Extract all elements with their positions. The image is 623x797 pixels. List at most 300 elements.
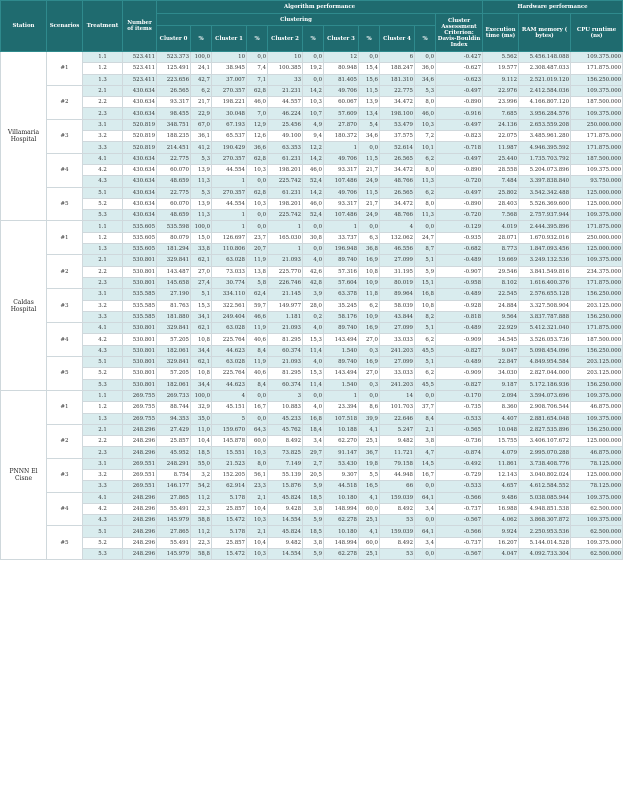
cluster4-cell: 52.614 bbox=[380, 142, 415, 153]
cluster4-cell: 8.492 bbox=[380, 537, 415, 548]
cluster3-cell: 148.994 bbox=[324, 537, 359, 548]
cluster1-pct-cell: 62,8 bbox=[247, 85, 268, 96]
treatment-cell: 2.3 bbox=[83, 447, 123, 458]
exec-time-cell: 34.030 bbox=[483, 368, 519, 379]
cluster1-pct-cell: 7,0 bbox=[247, 108, 268, 119]
cluster1-cell: 225.764 bbox=[212, 368, 247, 379]
cluster4-pct-cell: 14,5 bbox=[415, 458, 436, 469]
cluster2-cell: 225.742 bbox=[268, 210, 303, 221]
treatment-cell: 1.3 bbox=[83, 74, 123, 85]
cluster3-cell: 49.706 bbox=[324, 85, 359, 96]
exec-time-cell: 19.577 bbox=[483, 63, 519, 74]
cpu-cell: 125.000.000 bbox=[571, 187, 623, 198]
cluster3-cell: 33.737 bbox=[324, 232, 359, 243]
exec-time-cell: 4.062 bbox=[483, 515, 519, 526]
cluster2-cell: 55.139 bbox=[268, 469, 303, 480]
cluster2-cell: 9.428 bbox=[268, 503, 303, 514]
cluster4-pct-cell: 0,0 bbox=[415, 390, 436, 401]
cluster3-pct-cell: 16,9 bbox=[359, 255, 380, 266]
items-cell: 530.801 bbox=[123, 266, 157, 277]
cluster3-pct-cell: 13,9 bbox=[359, 97, 380, 108]
cluster1-cell: 1 bbox=[212, 210, 247, 221]
exec-time-cell: 8.360 bbox=[483, 402, 519, 413]
ram-cell: 4.166.807.120 bbox=[519, 97, 571, 108]
ram-cell: 4.612.584.552 bbox=[519, 481, 571, 492]
scenario-label: #4 bbox=[47, 323, 83, 357]
cluster4-pct-cell: 10,1 bbox=[415, 142, 436, 153]
cluster3-pct-cell: 27,0 bbox=[359, 334, 380, 345]
items-cell: 269.755 bbox=[123, 390, 157, 401]
cluster1-pct-cell: 0,0 bbox=[247, 221, 268, 232]
cluster4-pct-cell: 37,7 bbox=[415, 402, 436, 413]
table-row bbox=[1, 52, 623, 63]
cluster0-pct-cell: 34,4 bbox=[191, 345, 212, 356]
cluster0-cell: 535.598 bbox=[157, 221, 191, 232]
cluster0-pct-cell: 10,8 bbox=[191, 334, 212, 345]
items-cell: 248.296 bbox=[123, 503, 157, 514]
cluster4-cell: 31.195 bbox=[380, 266, 415, 277]
cluster2-pct-cell: 19,2 bbox=[303, 63, 324, 74]
cluster4-cell: 241.203 bbox=[380, 379, 415, 390]
cluster1-cell: 63.028 bbox=[212, 323, 247, 334]
cluster1-cell: 63.028 bbox=[212, 255, 247, 266]
cluster3-cell: 12 bbox=[324, 52, 359, 63]
cluster1-cell: 249.404 bbox=[212, 311, 247, 322]
cluster2-pct-cell: 4,0 bbox=[303, 255, 324, 266]
cluster4-pct-cell: 3,4 bbox=[415, 503, 436, 514]
cluster2-pct-cell: 10,7 bbox=[303, 108, 324, 119]
cluster2-cell: 1.181 bbox=[268, 311, 303, 322]
cluster1-pct-cell: 36,6 bbox=[247, 142, 268, 153]
cluster4-cell: 37.575 bbox=[380, 131, 415, 142]
cluster0-cell: 22.775 bbox=[157, 187, 191, 198]
cluster1-cell: 62.914 bbox=[212, 481, 247, 492]
cluster4-cell: 48.766 bbox=[380, 176, 415, 187]
cluster0-cell: 26.565 bbox=[157, 85, 191, 96]
table-row bbox=[1, 481, 623, 492]
cluster1-cell: 67.193 bbox=[212, 119, 247, 130]
criterion-cell: -0.729 bbox=[436, 469, 483, 480]
items-cell: 523.411 bbox=[123, 52, 157, 63]
table-row bbox=[1, 379, 623, 390]
table-row bbox=[1, 131, 623, 142]
cluster2-cell: 225.770 bbox=[268, 266, 303, 277]
cluster3-pct-cell: 4,1 bbox=[359, 424, 380, 435]
cluster0-pct-cell: 36,1 bbox=[191, 131, 212, 142]
treatment-cell: 3.2 bbox=[83, 131, 123, 142]
cpu-cell: 171.875.000 bbox=[571, 277, 623, 288]
cluster3-pct-cell: 15,6 bbox=[359, 74, 380, 85]
treatment-cell: 5.2 bbox=[83, 198, 123, 209]
table-row bbox=[1, 345, 623, 356]
ram-cell: 1.616.400.376 bbox=[519, 277, 571, 288]
cluster2-pct-cell: 5,9 bbox=[303, 481, 324, 492]
cluster1-pct-cell: 10,3 bbox=[247, 198, 268, 209]
treatment-cell: 2.1 bbox=[83, 255, 123, 266]
cpu-cell: 109.375.000 bbox=[571, 210, 623, 221]
criterion-cell: -0.566 bbox=[436, 526, 483, 537]
cluster3-cell: 89.740 bbox=[324, 357, 359, 368]
cluster2-cell: 225.742 bbox=[268, 176, 303, 187]
cluster1-pct-cell: 11,9 bbox=[247, 323, 268, 334]
table-row bbox=[1, 300, 623, 311]
cluster0-pct-cell: 34,4 bbox=[191, 379, 212, 390]
cluster3-cell: 27.870 bbox=[324, 119, 359, 130]
cluster3-pct-cell: 5,4 bbox=[359, 119, 380, 130]
cluster2-cell: 21.093 bbox=[268, 255, 303, 266]
treatment-cell: 4.1 bbox=[83, 323, 123, 334]
items-cell: 248.296 bbox=[123, 549, 157, 560]
criterion-cell: -0.737 bbox=[436, 537, 483, 548]
cluster4-pct-cell: 5,9 bbox=[415, 266, 436, 277]
criterion-cell: -0.627 bbox=[436, 63, 483, 74]
cluster2-cell: 45.824 bbox=[268, 492, 303, 503]
cluster1-cell: 1 bbox=[212, 176, 247, 187]
treatment-cell: 1.1 bbox=[83, 52, 123, 63]
cluster3-cell: 10.188 bbox=[324, 424, 359, 435]
cluster4-pct-cell: 0,0 bbox=[415, 52, 436, 63]
cpu-cell: 125.000.000 bbox=[571, 436, 623, 447]
cluster2-cell: 73.825 bbox=[268, 447, 303, 458]
cluster1-pct-cell: 0,0 bbox=[247, 390, 268, 401]
cpu-cell: 203.125.000 bbox=[571, 357, 623, 368]
criterion-cell: -0.890 bbox=[436, 198, 483, 209]
cpu-cell: 62.500.000 bbox=[571, 503, 623, 514]
station-name: PNNN El Cisne bbox=[1, 390, 47, 559]
table-row bbox=[1, 390, 623, 401]
ram-cell: 3.485.961.280 bbox=[519, 131, 571, 142]
cluster0-pct-cell: 100,0 bbox=[191, 390, 212, 401]
items-cell: 269.551 bbox=[123, 469, 157, 480]
cluster2-pct-cell: 14,2 bbox=[303, 153, 324, 164]
exec-time-cell: 24.884 bbox=[483, 300, 519, 311]
items-cell: 430.634 bbox=[123, 108, 157, 119]
cluster3-cell: 44.518 bbox=[324, 481, 359, 492]
cluster4-cell: 48.766 bbox=[380, 210, 415, 221]
exec-time-cell: 8.102 bbox=[483, 277, 519, 288]
cluster0-pct-cell: 34,1 bbox=[191, 311, 212, 322]
ram-cell: 4.092.733.304 bbox=[519, 549, 571, 560]
cluster3-cell: 62.270 bbox=[324, 436, 359, 447]
cluster3-cell: 80.948 bbox=[324, 63, 359, 74]
cpu-cell: 125.000.000 bbox=[571, 198, 623, 209]
table-row bbox=[1, 549, 623, 560]
ram-cell: 3.040.802.024 bbox=[519, 469, 571, 480]
items-cell: 430.634 bbox=[123, 210, 157, 221]
cluster1-cell: 37.007 bbox=[212, 74, 247, 85]
cluster0-pct-cell: 6,2 bbox=[191, 85, 212, 96]
cpu-cell: 109.375.000 bbox=[571, 85, 623, 96]
cluster0-cell: 57.205 bbox=[157, 334, 191, 345]
exec-time-cell: 25.440 bbox=[483, 153, 519, 164]
cpu-cell: 156.250.000 bbox=[571, 74, 623, 85]
treatment-cell: 5.1 bbox=[83, 526, 123, 537]
cluster3-cell: 143.494 bbox=[324, 368, 359, 379]
cluster2-cell: 44.557 bbox=[268, 97, 303, 108]
cluster1-cell: 44.554 bbox=[212, 164, 247, 175]
cluster3-cell: 57.316 bbox=[324, 266, 359, 277]
cluster1-cell: 65.537 bbox=[212, 131, 247, 142]
cluster1-pct-cell: 0,0 bbox=[247, 413, 268, 424]
cluster4-cell: 53 bbox=[380, 515, 415, 526]
cpu-cell: 125.000.000 bbox=[571, 244, 623, 255]
table-row bbox=[1, 97, 623, 108]
cluster3-cell: 49.706 bbox=[324, 153, 359, 164]
cluster3-pct-cell: 16,9 bbox=[359, 323, 380, 334]
treatment-cell: 4.1 bbox=[83, 153, 123, 164]
cluster1-pct-cell: 46,0 bbox=[247, 97, 268, 108]
cpu-cell: 109.375.000 bbox=[571, 164, 623, 175]
cpu-cell: 109.375.000 bbox=[571, 390, 623, 401]
cluster3-header: Cluster 3 bbox=[324, 26, 359, 52]
criterion-cell: -0.909 bbox=[436, 368, 483, 379]
treatment-cell: 5.2 bbox=[83, 537, 123, 548]
cluster4-cell: 4 bbox=[380, 221, 415, 232]
cluster0-pct-cell: 27,0 bbox=[191, 266, 212, 277]
criterion-cell: -0.497 bbox=[436, 85, 483, 96]
scenario-label: #4 bbox=[47, 153, 83, 187]
cluster3-pct-cell: 16,5 bbox=[359, 481, 380, 492]
criterion-cell: -0.890 bbox=[436, 97, 483, 108]
cluster3-pct-cell: 4,1 bbox=[359, 526, 380, 537]
cluster4-pct-cell: 5,1 bbox=[415, 357, 436, 368]
cluster0-pct-cell: 5,3 bbox=[191, 153, 212, 164]
cpu-cell: 156.250.000 bbox=[571, 345, 623, 356]
cluster2-cell: 21.145 bbox=[268, 289, 303, 300]
treatment-cell: 5.2 bbox=[83, 368, 123, 379]
table-row bbox=[1, 402, 623, 413]
cluster2-cell: 61.231 bbox=[268, 153, 303, 164]
cluster0-cell: 214.451 bbox=[157, 142, 191, 153]
criterion-cell: -0.735 bbox=[436, 402, 483, 413]
cluster1-pct-cell: 10,4 bbox=[247, 537, 268, 548]
cluster4-cell: 241.203 bbox=[380, 345, 415, 356]
cpu-cell: 93.750.000 bbox=[571, 176, 623, 187]
cluster2-cell: 10 bbox=[268, 52, 303, 63]
cluster4-pct-cell: 64,1 bbox=[415, 492, 436, 503]
cluster2-pct-cell: 29,7 bbox=[303, 447, 324, 458]
cluster0-cell: 60.070 bbox=[157, 164, 191, 175]
cluster0-cell: 523.373 bbox=[157, 52, 191, 63]
criterion-cell: -0.567 bbox=[436, 549, 483, 560]
criterion-cell: -0.565 bbox=[436, 424, 483, 435]
table-row bbox=[1, 153, 623, 164]
cluster0-cell: 8.754 bbox=[157, 469, 191, 480]
cluster4-pct-cell: 0,0 bbox=[415, 515, 436, 526]
exec-time-cell: 12.143 bbox=[483, 469, 519, 480]
ram-cell: 4.849.954.584 bbox=[519, 357, 571, 368]
criterion-cell: -0.827 bbox=[436, 345, 483, 356]
cluster1-cell: 73.033 bbox=[212, 266, 247, 277]
cluster2-pct-cell: 11,4 bbox=[303, 345, 324, 356]
cpu-header: CPU runtime (ns) bbox=[571, 14, 623, 52]
cluster0-pct-cell: 11,2 bbox=[191, 492, 212, 503]
exec-time-cell: 4.019 bbox=[483, 221, 519, 232]
cluster3-pct-cell: 11,8 bbox=[359, 289, 380, 300]
table-row bbox=[1, 515, 623, 526]
cpu-cell: 187.500.000 bbox=[571, 153, 623, 164]
cluster4-pct-cell: 8,0 bbox=[415, 164, 436, 175]
cluster3-pct-cell: 15,4 bbox=[359, 63, 380, 74]
cpu-cell: 250.000.000 bbox=[571, 119, 623, 130]
ram-cell: 2.444.395.896 bbox=[519, 221, 571, 232]
cluster1-pct-cell: 20,7 bbox=[247, 244, 268, 255]
cpu-cell: 109.375.000 bbox=[571, 492, 623, 503]
cluster0-cell: 27.865 bbox=[157, 492, 191, 503]
criterion-cell: -0.497 bbox=[436, 119, 483, 130]
table-row bbox=[1, 503, 623, 514]
cluster2-pct-cell: 4,9 bbox=[303, 119, 324, 130]
items-header: Number of items bbox=[123, 1, 157, 52]
exec-time-cell: 22.545 bbox=[483, 289, 519, 300]
cluster0-pct-cell: 3,2 bbox=[191, 469, 212, 480]
cluster4-cell: 6 bbox=[380, 52, 415, 63]
station-header: Station bbox=[1, 1, 47, 52]
cluster0-pct-cell: 42,7 bbox=[191, 74, 212, 85]
items-cell: 430.634 bbox=[123, 198, 157, 209]
cluster0-pct-cell: 67,0 bbox=[191, 119, 212, 130]
exec-time-cell: 9.564 bbox=[483, 311, 519, 322]
pct-header: % bbox=[191, 26, 212, 52]
items-cell: 248.296 bbox=[123, 436, 157, 447]
scenarios-header: Scenarios bbox=[47, 1, 83, 52]
cluster2-pct-cell: 9,4 bbox=[303, 131, 324, 142]
cluster3-pct-cell: 11,5 bbox=[359, 85, 380, 96]
cluster0-cell: 248.291 bbox=[157, 458, 191, 469]
ram-cell: 2.250.953.536 bbox=[519, 526, 571, 537]
cluster1-pct-cell: 2,1 bbox=[247, 492, 268, 503]
exec-time-cell: 22.847 bbox=[483, 357, 519, 368]
cluster3-pct-cell: 11,5 bbox=[359, 153, 380, 164]
cluster1-cell: 110.806 bbox=[212, 244, 247, 255]
items-cell: 269.755 bbox=[123, 413, 157, 424]
treatment-cell: 3.1 bbox=[83, 119, 123, 130]
cluster2-pct-cell: 2,7 bbox=[303, 458, 324, 469]
table-row bbox=[1, 424, 623, 435]
cpu-cell: 187.500.000 bbox=[571, 334, 623, 345]
treatment-cell: 1.2 bbox=[83, 232, 123, 243]
ram-cell: 5.144.014.528 bbox=[519, 537, 571, 548]
scenario-label: #5 bbox=[47, 526, 83, 560]
exec-time-cell: 16.207 bbox=[483, 537, 519, 548]
items-cell: 269.551 bbox=[123, 458, 157, 469]
cluster1-cell: 44.554 bbox=[212, 198, 247, 209]
cluster2-cell: 60.374 bbox=[268, 345, 303, 356]
cluster3-cell: 57.609 bbox=[324, 108, 359, 119]
treatment-cell: 3.3 bbox=[83, 142, 123, 153]
cluster2-pct-cell: 18,4 bbox=[303, 424, 324, 435]
cluster4-cell: 46.556 bbox=[380, 244, 415, 255]
exec-time-cell: 28.403 bbox=[483, 198, 519, 209]
treatment-cell: 4.2 bbox=[83, 334, 123, 345]
treatment-cell: 4.3 bbox=[83, 345, 123, 356]
exec-time-cell: 23.996 bbox=[483, 97, 519, 108]
cluster0-pct-cell: 5,3 bbox=[191, 187, 212, 198]
cluster3-pct-cell: 34,6 bbox=[359, 131, 380, 142]
cluster3-cell: 91.147 bbox=[324, 447, 359, 458]
cluster2-cell: 45.762 bbox=[268, 424, 303, 435]
cluster3-pct-cell: 19,8 bbox=[359, 458, 380, 469]
cluster1-pct-cell: 2,1 bbox=[247, 526, 268, 537]
cluster1-cell: 270.357 bbox=[212, 153, 247, 164]
cluster0-header: Cluster 0 bbox=[157, 26, 191, 52]
criterion-cell: -0.736 bbox=[436, 436, 483, 447]
ram-cell: 2.412.584.036 bbox=[519, 85, 571, 96]
criterion-cell: -0.720 bbox=[436, 176, 483, 187]
criterion-cell: -0.737 bbox=[436, 503, 483, 514]
exec-time-cell: 25.802 bbox=[483, 187, 519, 198]
cluster1-pct-cell: 0,0 bbox=[247, 52, 268, 63]
cluster0-pct-cell: 62,1 bbox=[191, 255, 212, 266]
cluster0-cell: 55.491 bbox=[157, 503, 191, 514]
ram-cell: 2.881.654.048 bbox=[519, 413, 571, 424]
exec-time-cell: 9.486 bbox=[483, 492, 519, 503]
items-cell: 430.634 bbox=[123, 153, 157, 164]
cluster0-pct-cell: 22,3 bbox=[191, 503, 212, 514]
treatment-cell: 2.1 bbox=[83, 85, 123, 96]
cluster2-pct-cell: 14,2 bbox=[303, 187, 324, 198]
cluster4-cell: 34.472 bbox=[380, 97, 415, 108]
cpu-cell: 203.125.000 bbox=[571, 300, 623, 311]
ram-cell: 3.526.053.736 bbox=[519, 334, 571, 345]
table-row bbox=[1, 119, 623, 130]
items-cell: 523.411 bbox=[123, 74, 157, 85]
cluster4-cell: 181.310 bbox=[380, 74, 415, 85]
exec-time-cell: 19.669 bbox=[483, 255, 519, 266]
cluster1-cell: 15.551 bbox=[212, 447, 247, 458]
exec-time-cell: 4.047 bbox=[483, 549, 519, 560]
cpu-cell: 250.000.000 bbox=[571, 232, 623, 243]
cluster1-pct-cell: 10,3 bbox=[247, 447, 268, 458]
cluster4-cell: 14 bbox=[380, 390, 415, 401]
table-row bbox=[1, 63, 623, 74]
ram-header: RAM memory ( bytes) bbox=[519, 14, 571, 52]
cluster2-pct-cell: 20,5 bbox=[303, 469, 324, 480]
cpu-cell: 78.125.000 bbox=[571, 481, 623, 492]
cluster1-cell: 1 bbox=[212, 221, 247, 232]
criterion-cell: -0.533 bbox=[436, 481, 483, 492]
cluster4-pct-cell: 6,2 bbox=[415, 334, 436, 345]
cluster0-cell: 146.177 bbox=[157, 481, 191, 492]
cluster4-cell: 43.844 bbox=[380, 311, 415, 322]
items-cell: 248.296 bbox=[123, 492, 157, 503]
ram-cell: 1.670.932.016 bbox=[519, 232, 571, 243]
cluster2-cell: 9.482 bbox=[268, 537, 303, 548]
cluster0-cell: 145.979 bbox=[157, 549, 191, 560]
cluster2-cell: 81.295 bbox=[268, 334, 303, 345]
cluster4-pct-cell: 6,2 bbox=[415, 187, 436, 198]
exec-time-header: Execution time (ms) bbox=[483, 14, 519, 52]
exec-time-cell: 11.987 bbox=[483, 142, 519, 153]
cluster3-pct-cell: 6,3 bbox=[359, 232, 380, 243]
cluster1-pct-cell: 10,3 bbox=[247, 515, 268, 526]
treatment-cell: 5.1 bbox=[83, 357, 123, 368]
cluster0-cell: 329.841 bbox=[157, 323, 191, 334]
treatment-cell: 3.2 bbox=[83, 469, 123, 480]
cluster0-cell: 98.455 bbox=[157, 108, 191, 119]
criterion-cell: -0.718 bbox=[436, 142, 483, 153]
ram-cell: 3.327.508.904 bbox=[519, 300, 571, 311]
cluster1-pct-cell: 60,0 bbox=[247, 436, 268, 447]
cluster1-cell: 334.110 bbox=[212, 289, 247, 300]
cluster3-pct-cell: 24,9 bbox=[359, 210, 380, 221]
cluster0-pct-cell: 62,1 bbox=[191, 357, 212, 368]
cluster2-cell: 63.353 bbox=[268, 142, 303, 153]
items-cell: 248.296 bbox=[123, 447, 157, 458]
cluster2-cell: 100.385 bbox=[268, 63, 303, 74]
table-row bbox=[1, 176, 623, 187]
cluster3-pct-cell: 25,1 bbox=[359, 436, 380, 447]
